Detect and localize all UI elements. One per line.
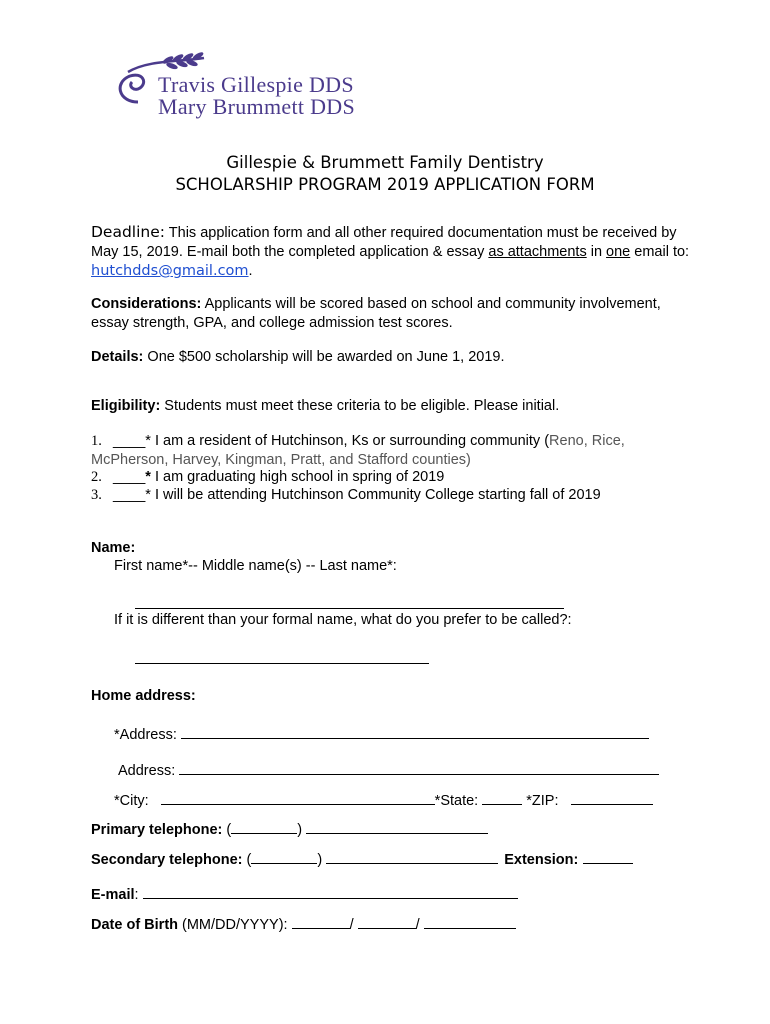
primary-phone-row xyxy=(91,819,488,838)
address2-row xyxy=(118,760,659,779)
details-text: One $500 scholarship will be awarded on June 1, 2019. xyxy=(143,349,505,365)
dob-row xyxy=(91,914,516,933)
dob-separator: / xyxy=(415,917,420,933)
counties-text: Reno, Rice, McPherson, Harvey, Kingman, Pratt, and Stafford counties) xyxy=(91,433,625,468)
address1-label: *Address: xyxy=(114,727,181,743)
dob-year-field[interactable] xyxy=(424,914,516,929)
logo-line-2: Mary Brummett DDS xyxy=(158,94,355,119)
eligibility-label: Eligibility: xyxy=(91,398,161,414)
one-text: one xyxy=(606,244,631,260)
email-row xyxy=(91,884,518,903)
considerations-text: Applicants will be scored based on school and community involvement, essay strength, GPA, and college admission test scores. xyxy=(91,296,661,331)
in-text: in xyxy=(586,244,607,260)
name-prompt: First name*-- Middle name(s) -- Last name*: xyxy=(114,558,397,574)
full-name-field[interactable] xyxy=(135,594,564,609)
deadline-paragraph xyxy=(91,223,691,281)
deadline-end: . xyxy=(248,263,253,279)
item-number: 1. xyxy=(91,433,102,449)
considerations-paragraph xyxy=(91,295,691,333)
paren-open: ( xyxy=(222,822,232,838)
email-label: E-mail xyxy=(91,887,135,903)
address1-field[interactable] xyxy=(181,724,649,739)
eligibility-paragraph xyxy=(91,397,691,416)
paren-open: ( xyxy=(242,852,252,868)
item-number: 3. xyxy=(91,487,102,503)
required-star: * xyxy=(145,433,151,449)
city-field[interactable] xyxy=(161,790,435,805)
zip-label: *ZIP: xyxy=(522,793,563,809)
dob-label: Date of Birth xyxy=(91,917,178,933)
home-address-label xyxy=(91,688,196,704)
email-field[interactable] xyxy=(143,884,518,899)
city-row xyxy=(114,790,653,809)
secondary-area-code-field[interactable] xyxy=(251,849,317,864)
name-label: Name: xyxy=(91,540,136,556)
form-title: Gillespie & Brummett Family Dentistry xyxy=(226,153,544,172)
item-text: I will be attending Hutchinson Community College starting fall of 2019 xyxy=(150,487,601,503)
dob-day-field[interactable] xyxy=(358,914,416,929)
paren-close: ) xyxy=(297,822,307,838)
eligibility-item-1 xyxy=(91,432,671,470)
city-label: *City: xyxy=(114,793,153,809)
address2-field[interactable] xyxy=(179,760,659,775)
initial-blank-3[interactable]: ____ xyxy=(113,487,146,503)
dob-format: (MM/DD/YYYY): xyxy=(178,917,292,933)
details-label: Details: xyxy=(91,349,144,365)
considerations-label: Considerations: xyxy=(91,296,202,312)
dob-separator: / xyxy=(349,917,354,933)
email-to-text: email to: xyxy=(630,244,690,260)
preferred-name-prompt: If it is different than your formal name, what do you prefer to be called?: xyxy=(114,612,572,628)
item-number: 2. xyxy=(91,469,102,485)
state-label: *State: xyxy=(434,793,483,809)
item-text: I am graduating high school in spring of 2019 xyxy=(150,469,445,485)
required-star: * xyxy=(145,487,151,503)
initial-blank-1[interactable]: ____ xyxy=(113,433,146,449)
initial-blank-2[interactable]: ____ xyxy=(113,469,146,485)
secondary-phone-label: Secondary telephone: xyxy=(91,852,243,868)
eligibility-text: Students must meet these criteria to be eligible. Please initial. xyxy=(160,398,560,414)
as-attachments-text: as attachments xyxy=(488,244,587,260)
secondary-phone-row xyxy=(91,849,633,868)
contact-email-link[interactable]: hutchdds@gmail.com xyxy=(91,263,249,279)
deadline-label: Deadline: xyxy=(91,223,166,241)
eligibility-item-2 xyxy=(91,468,671,487)
practice-logo xyxy=(108,52,408,122)
item-text: I am a resident of Hutchinson, Ks or surrounding community ( xyxy=(150,433,550,449)
name-section-label xyxy=(91,540,135,556)
primary-phone-label: Primary telephone: xyxy=(91,822,223,838)
zip-field[interactable] xyxy=(571,790,653,805)
eligibility-item-3 xyxy=(91,486,671,505)
paren-close: ) xyxy=(317,852,327,868)
primary-phone-field[interactable] xyxy=(306,819,488,834)
form-subtitle: SCHOLARSHIP PROGRAM 2019 APPLICATION FORM xyxy=(175,175,595,194)
address2-label: Address: xyxy=(118,763,180,779)
details-paragraph xyxy=(91,348,691,367)
logo-line-1: Travis Gillespie DDS xyxy=(158,72,354,97)
deadline-text: This application form and all other required documentation must be received by May 15, 2019. E-mail both the completed application & essay xyxy=(91,225,677,260)
email-colon: : xyxy=(134,887,143,903)
extension-field[interactable] xyxy=(583,849,633,864)
address1-row xyxy=(114,724,649,743)
primary-area-code-field[interactable] xyxy=(231,819,297,834)
home-address-heading: Home address: xyxy=(91,688,196,704)
dob-month-field[interactable] xyxy=(292,914,350,929)
secondary-phone-field[interactable] xyxy=(326,849,498,864)
extension-label: Extension: xyxy=(504,852,579,868)
required-star: * xyxy=(145,469,151,485)
state-field[interactable] xyxy=(482,790,522,805)
preferred-name-field[interactable] xyxy=(135,649,429,664)
